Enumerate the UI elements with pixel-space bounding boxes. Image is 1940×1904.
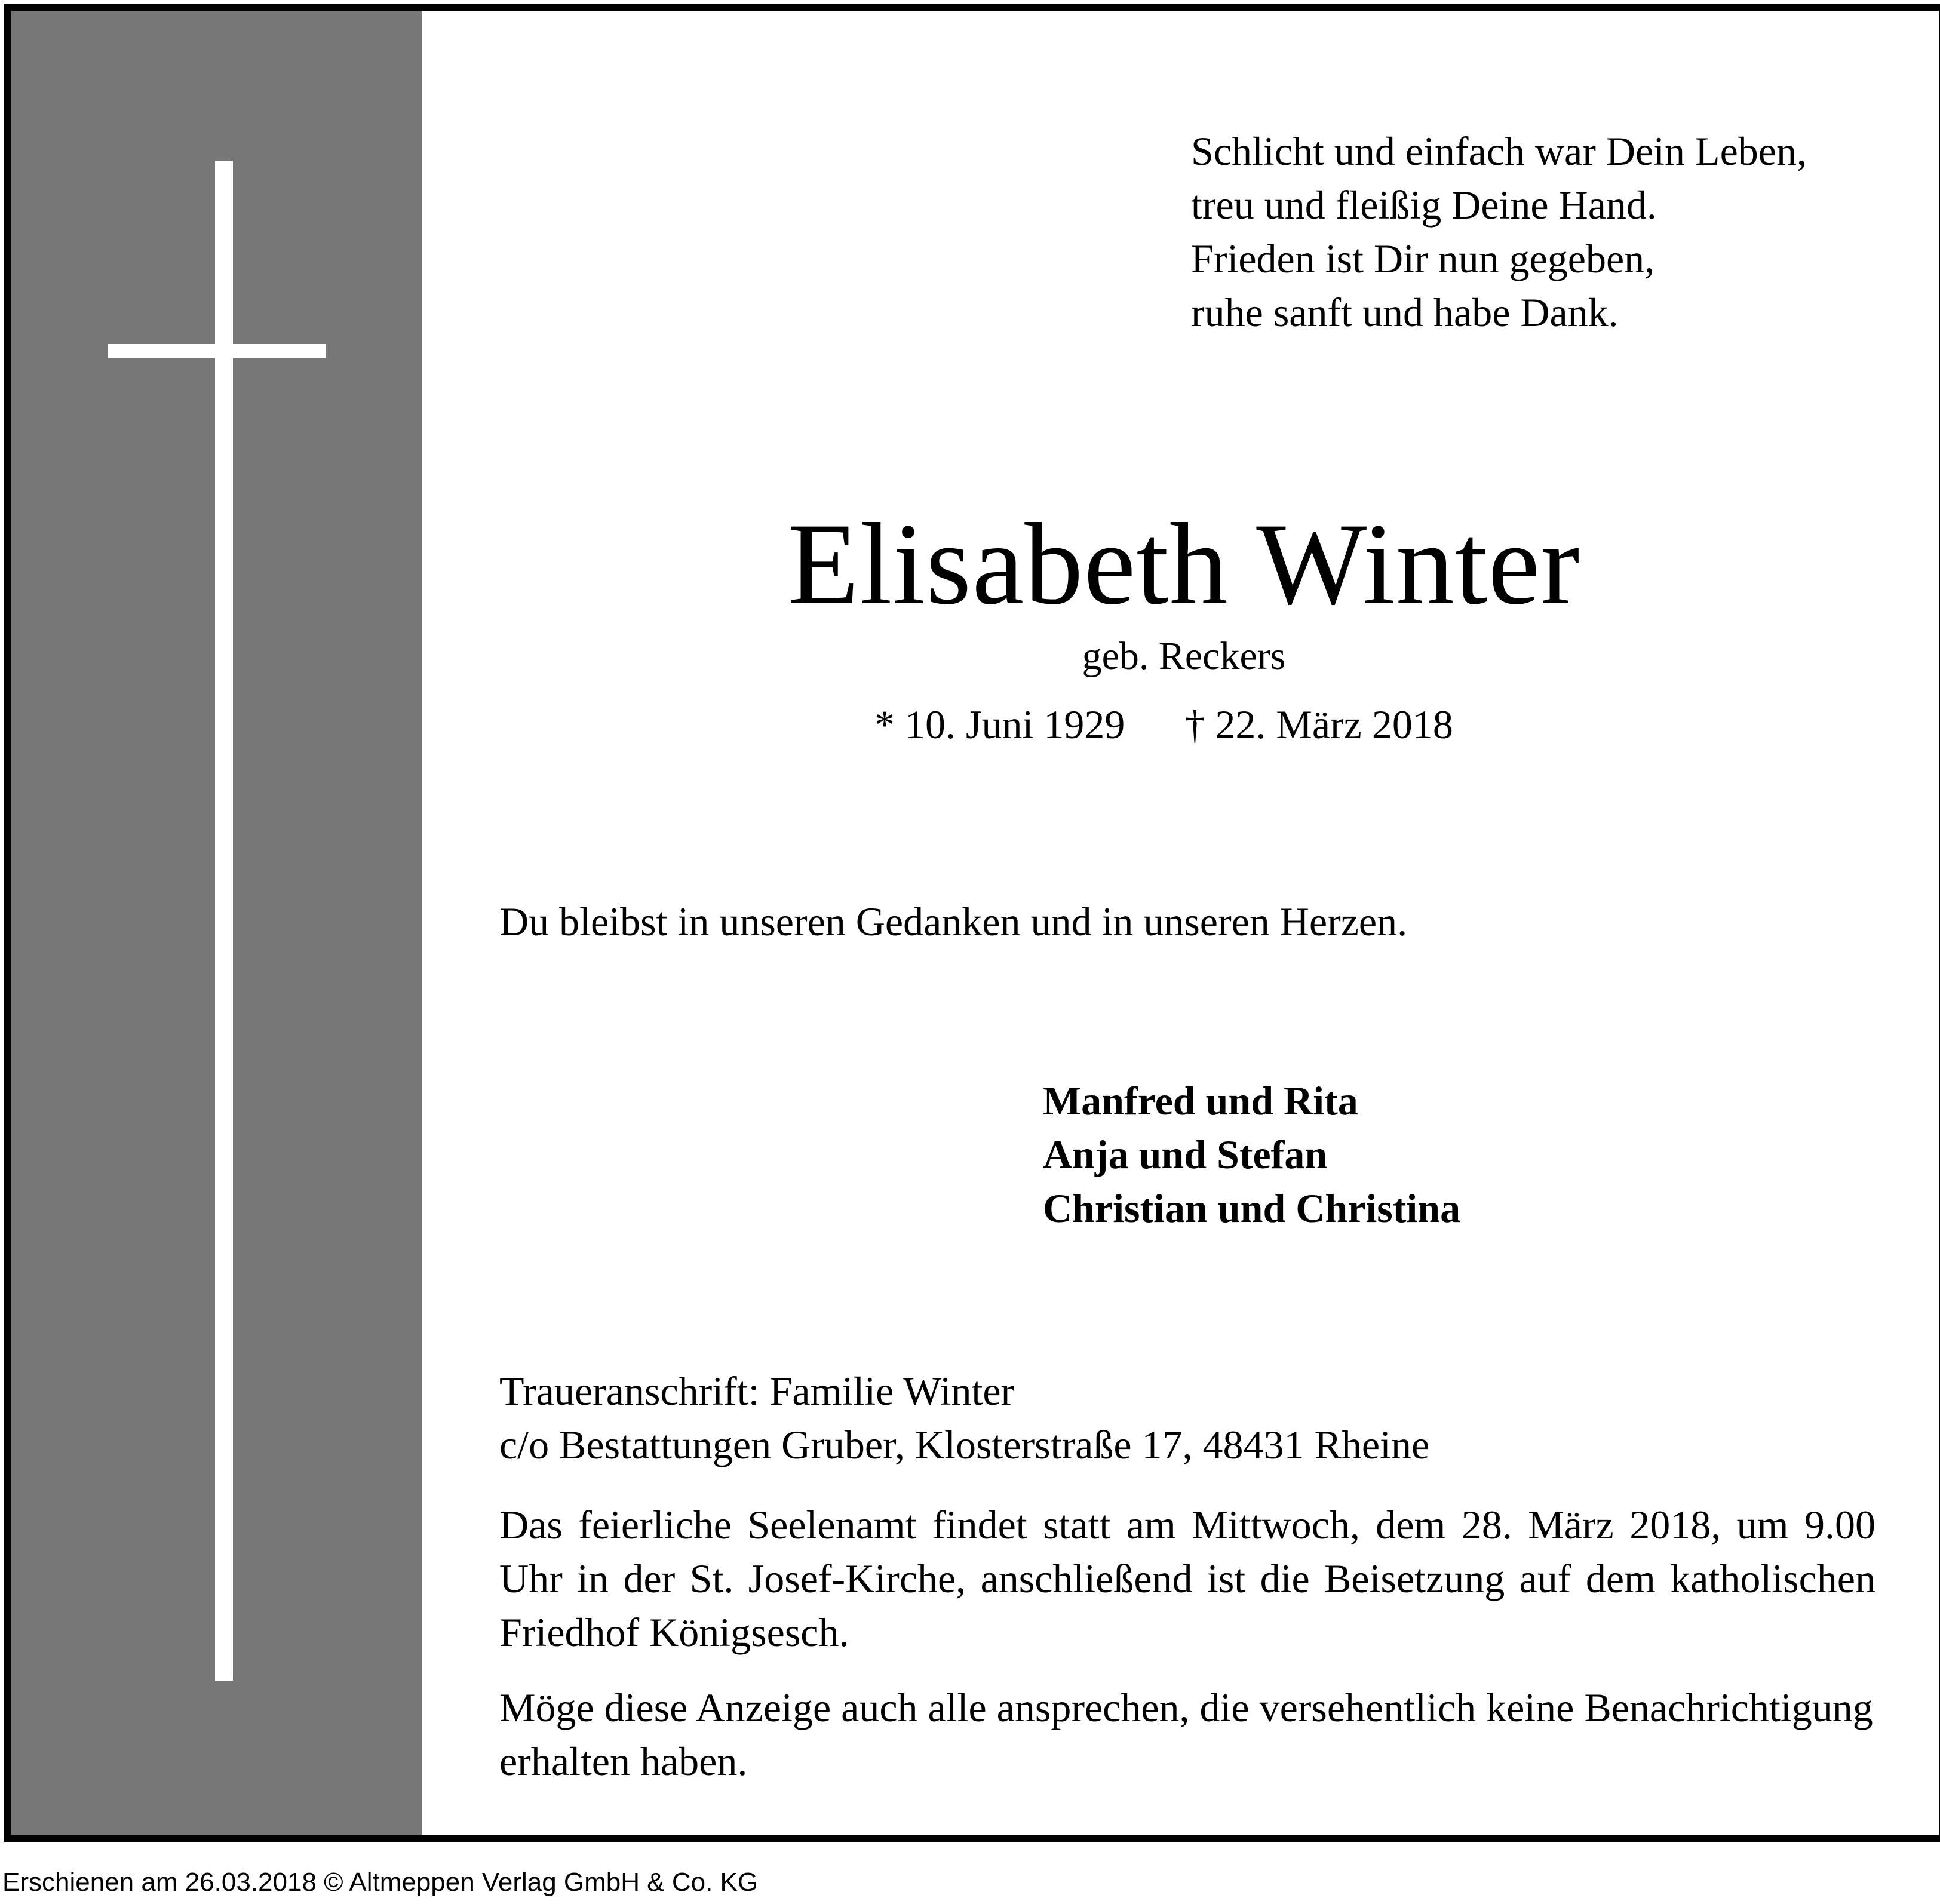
family-member: Manfred und Rita: [1043, 1078, 1358, 1123]
born-name: geb. Reckers: [1082, 634, 1286, 678]
deceased-name: Elisabeth Winter: [787, 499, 1580, 629]
publication-footer: Erschienen am 26.03.2018 © Altmeppen Verlag GmbH & Co. KG: [2, 1868, 759, 1897]
notice-paragraph: Möge diese Anzeige auch alle ansprechen, die versehentlich keine Benachrichtigung erhalten haben.: [499, 1685, 1873, 1784]
family-member: Anja und Stefan: [1043, 1132, 1328, 1177]
obituary-frame: [4, 4, 1940, 1842]
poem-line: Frieden ist Dir nun gegeben,: [1191, 236, 1655, 281]
mourning-address: [499, 1364, 1429, 1472]
life-dates: [874, 698, 1453, 751]
poem-line: Schlicht und einfach war Dein Leben,: [1191, 128, 1807, 174]
cross-icon: [215, 161, 233, 1681]
address-line: Traueranschrift: Familie Winter: [499, 1368, 1015, 1414]
birth-date: * 10. Juni 1929: [874, 702, 1125, 747]
poem-line: ruhe sanft und habe Dank.: [1191, 290, 1619, 335]
sidebar-panel: [11, 11, 422, 1835]
poem: [1191, 124, 1807, 339]
memory-line: Du bleibst in unseren Gedanken und in unseren Herzen.: [499, 899, 1408, 944]
poem-line: treu und fleißig Deine Hand.: [1191, 182, 1657, 228]
address-line: c/o Bestattungen Gruber, Klosterstraße 17, 48431 Rheine: [499, 1422, 1430, 1467]
family-member: Christian und Christina: [1043, 1186, 1461, 1231]
death-date: † 22. März 2018: [1184, 702, 1453, 747]
service-paragraph: Das feierliche Seelenamt findet statt am Mittwoch, dem 28. März 2018, um 9.00 Uhr in der St. Josef-Kirche, anschließend ist die Beisetzung auf dem katholischen Friedhof Königsesch.: [499, 1502, 1875, 1655]
family-list: [1043, 1074, 1460, 1235]
cross-icon-beam: [108, 344, 326, 358]
